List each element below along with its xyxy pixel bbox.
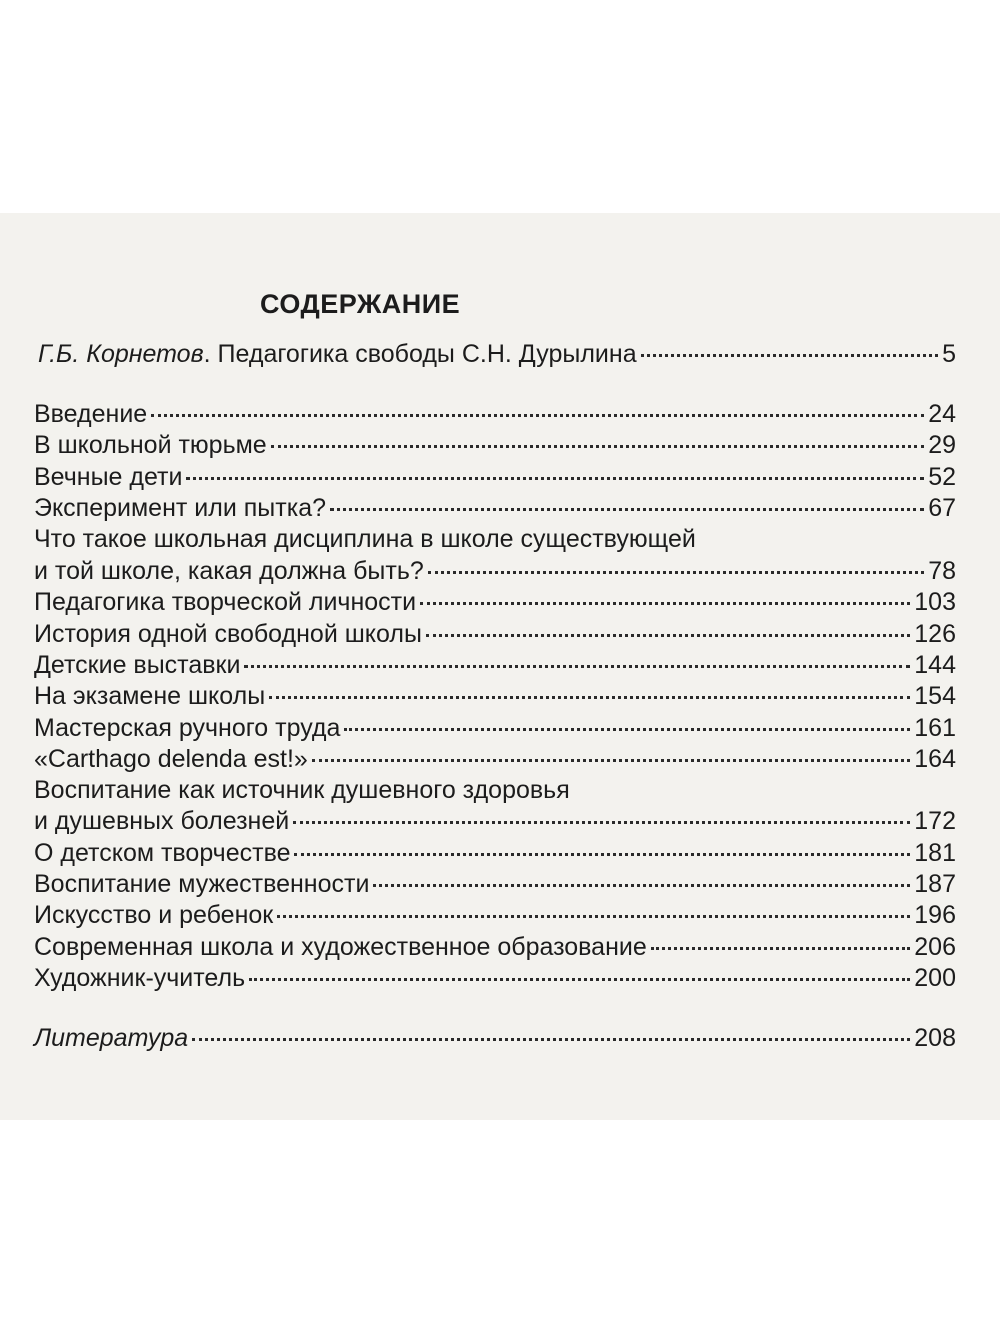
- toc-entry: [34, 744, 956, 775]
- entry-title: Художник-учитель: [34, 964, 246, 992]
- entry-page: 78: [928, 557, 956, 585]
- entry-page: 67: [928, 494, 956, 522]
- toc-entry: [34, 838, 956, 869]
- dot-leader: [426, 634, 910, 637]
- dot-leader: [151, 414, 924, 417]
- entry-title: Воспитание мужественности: [34, 870, 370, 898]
- dot-leader: [294, 853, 910, 856]
- entry-page: 196: [914, 901, 956, 929]
- toc-entry: [34, 806, 956, 837]
- dot-leader: [249, 978, 910, 981]
- entry-title-text: Педагогика свободы С.Н. Дурылина: [217, 340, 637, 368]
- toc-entry: [34, 462, 956, 493]
- toc-entry: [34, 932, 956, 963]
- entry-page: 164: [914, 745, 956, 773]
- toc-entry: [34, 900, 956, 931]
- entry-title: Эксперимент или пытка?: [34, 494, 327, 522]
- toc-entry: [34, 713, 956, 744]
- entry-title: Современная школа и художественное образование: [34, 933, 647, 961]
- entry-title: «Carthago delenda est!»: [34, 745, 308, 773]
- toc-entry: [34, 681, 956, 712]
- dot-leader: [244, 665, 910, 668]
- entry-title: Искусство и ребенок: [34, 901, 274, 929]
- entry-page: 187: [914, 870, 956, 898]
- dot-leader: [269, 696, 910, 699]
- entry-page: 206: [914, 933, 956, 961]
- toc-entry: [34, 650, 956, 681]
- entry-author: Г.Б. Корнетов: [38, 340, 204, 368]
- entry-title: [38, 339, 637, 370]
- entry-title: Введение: [34, 400, 148, 428]
- entry-title: Детские выставки: [34, 651, 241, 679]
- entry-page: 29: [928, 431, 956, 459]
- toc-entry: [34, 493, 956, 524]
- dot-leader: [293, 821, 910, 824]
- entry-title: Мастерская ручного труда: [34, 714, 341, 742]
- entry-separator: .: [203, 340, 218, 368]
- dot-leader: [277, 915, 910, 918]
- dot-leader: [186, 477, 924, 480]
- entry-title: Литература: [34, 1024, 189, 1052]
- entry-title: Педагогика творческой личности: [34, 588, 417, 616]
- entry-page: 24: [928, 400, 956, 428]
- dot-leader: [330, 508, 924, 511]
- entry-page: 154: [914, 682, 956, 710]
- toc-entry: [34, 619, 956, 650]
- toc-entry: [34, 587, 956, 618]
- entry-title-line1: Что такое школьная дисциплина в школе существующей: [34, 525, 696, 553]
- toc-entry: [34, 556, 956, 587]
- dot-leader: [312, 759, 910, 762]
- entry-page: 126: [914, 620, 956, 648]
- entry-page: 208: [914, 1024, 956, 1052]
- book-page: [0, 213, 1000, 1120]
- entry-page: 52: [928, 463, 956, 491]
- dot-leader: [651, 947, 911, 950]
- entry-title: История одной свободной школы: [34, 620, 422, 648]
- entry-page: 144: [914, 651, 956, 679]
- toc-entry: [34, 869, 956, 900]
- entry-title-line1: Воспитание как источник душевного здоровья: [34, 776, 570, 804]
- toc-title: СОДЕРЖАНИЕ: [260, 289, 461, 319]
- toc-entry: [34, 963, 956, 994]
- entry-title: и душевных болезней: [34, 807, 290, 835]
- toc-entry-bibliography: [34, 1023, 956, 1054]
- entry-title: О детском творчестве: [34, 839, 291, 867]
- dot-leader: [192, 1038, 910, 1041]
- dot-leader: [428, 571, 924, 574]
- entry-page: 181: [914, 839, 956, 867]
- toc-entry: [34, 399, 956, 430]
- table-of-contents: [0, 213, 1000, 1120]
- entry-page: 5: [942, 340, 956, 368]
- entry-title: На экзамене школы: [34, 682, 266, 710]
- entry-title: В школьной тюрьме: [34, 431, 267, 459]
- entry-title: Вечные дети: [34, 463, 183, 491]
- dot-leader: [373, 884, 910, 887]
- toc-entry: [34, 430, 956, 461]
- dot-leader: [420, 602, 910, 605]
- entry-page: 161: [914, 714, 956, 742]
- entry-page: 103: [914, 588, 956, 616]
- dot-leader: [641, 354, 938, 357]
- dot-leader: [344, 728, 910, 731]
- toc-entry-foreword: [38, 339, 956, 370]
- entry-page: 172: [914, 807, 956, 835]
- dot-leader: [271, 445, 924, 448]
- entry-title: и той школе, какая должна быть?: [34, 557, 424, 585]
- entry-page: 200: [914, 964, 956, 992]
